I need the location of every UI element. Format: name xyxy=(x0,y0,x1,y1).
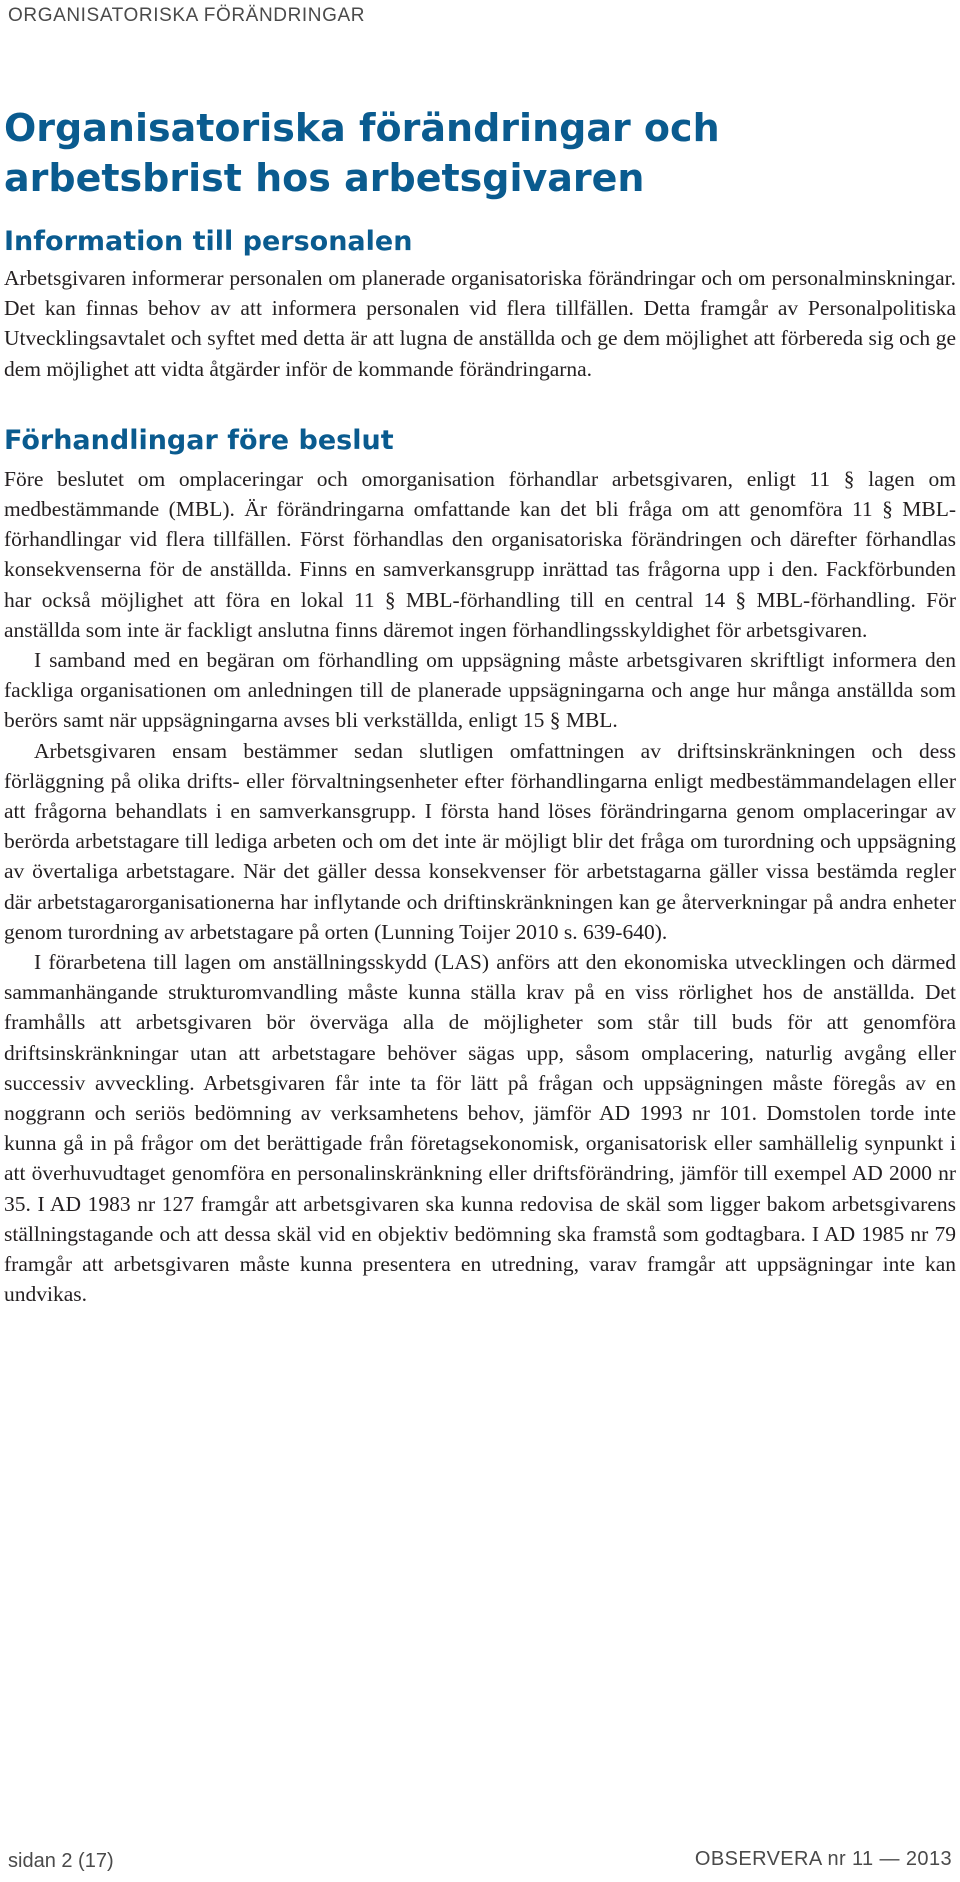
section-heading-negotiations: Förhandlingar före beslut xyxy=(4,424,394,456)
section-information xyxy=(4,225,956,384)
article-body xyxy=(0,103,960,1310)
page-title: Organisatoriska förändringar och arbetsbrist hos arbetsgivaren xyxy=(4,106,720,200)
section-negotiations xyxy=(4,424,956,1310)
paragraph: I samband med en begäran om förhandling om uppsägning måste arbetsgivaren skriftligt informera den fackliga organisationen om anledningen till de planerade uppsägningarna och ange hur många anställda som berörs samt när uppsägningarna avses bli verkställda, enligt 15 § MBL. xyxy=(4,648,956,733)
paragraph: I förarbetena till lagen om anställningsskydd (LAS) anförs att den ekonomiska utvecklingen och därmed sammanhängande strukturomvandling måste kunna ställa krav på en viss rörlighet hos de anställda. Det framhålls att arbetsgivaren bör överväga alla de möjligheter som står till buds för att genomföra driftsinskränkningar utan att arbetstagare behöver sägas upp, såsom omplacering, naturlig avgång eller successiv avveckling. Arbetsgivaren får inte ta för lätt på frågan och uppsägningen måste föregås av en noggrann och seriös bedömning av verksamhetens behov, jämför AD 1993 nr 101. Domstolen torde inte kunna gå in på frågor om det berättigade från företagsekonomisk, organisatorisk eller samhällelig synpunkt i att överhuvudtaget genomföra en personalinskränkning eller driftsförändring, jämför till exempel AD 2000 nr 35. I AD 1983 nr 127 framgår att arbetsgivaren ska kunna redovisa de skäl som ligger bakom arbetsgivarens ställningstagande och att dessa skäl vid en objektiv bedömning ska framstå som godtagbara. I AD 1985 nr 79 framgår att arbetsgivaren måste kunna presentera en utredning, varav framgår att uppsägningar inte kan undvikas. xyxy=(4,950,956,1307)
section-heading-information: Information till personalen xyxy=(4,226,413,257)
page-number: sidan 2 (17) xyxy=(8,1850,114,1872)
paragraph: Arbetsgivaren ensam bestämmer sedan slutligen omfattningen av driftsinskränkningen och dess förläggning på olika drifts- eller förvaltningsenheter efter förhandlingarna enligt medbestämmandelagen eller att frågorna behandlats i en samverkansgrupp. I första hand löses förändringarna genom omplaceringar av berörda arbetstagare till lediga arbeten och om det inte är möjligt blir det fråga om turordning och uppsägning av övertaliga arbetstagare. När det gäller dessa konsekvenser för arbetstagarna gäller vissa bestämda regler där arbetstagarorganisationerna har inflytande och driftinskränkningen kan ge återverkningar på andra enheter genom turordning av arbetstagare på orten (Lunning Toijer 2010 s. 639-640). xyxy=(4,738,956,944)
running-head: ORGANISATORISKA FÖRÄNDRINGAR xyxy=(8,5,366,26)
paragraph: Före beslutet om omplaceringar och omorganisation förhandlar arbetsgivaren, enligt 11 § lagen om medbestämmande (MBL). Är förändringarna omfattande kan det bli fråga om att genomföra 11 § MBL-förhandlingar vid flera tillfällen. Först förhandlas den organisatoriska förändringen och därefter förhandlas konsekvenserna för de anställda. Finns en samverkansgrupp inrättad tas frågorna upp i den. Fackförbunden har också möjlighet att föra en lokal 11 § MBL-förhandling till en central 14 § MBL-förhandling. För anställda som inte är fackligt anslutna finns däremot ingen förhandlingsskyldighet för arbetsgivaren. xyxy=(4,466,956,642)
publication-issue: OBSERVERA nr 11 — 2013 xyxy=(694,1848,952,1870)
paragraph: Arbetsgivaren informerar personalen om planerade organisatoriska förändringar och om personalminskningar. Det kan finnas behov av att informera personalen vid flera tillfällen. Detta framgår av Personalpolitiska Utvecklingsavtalet och syftet med detta är att lugna de anställda och ge dem möjlighet att förbereda sig och ge dem möjlighet att vidta åtgärder inför de kommande förändringarna. xyxy=(4,266,956,381)
